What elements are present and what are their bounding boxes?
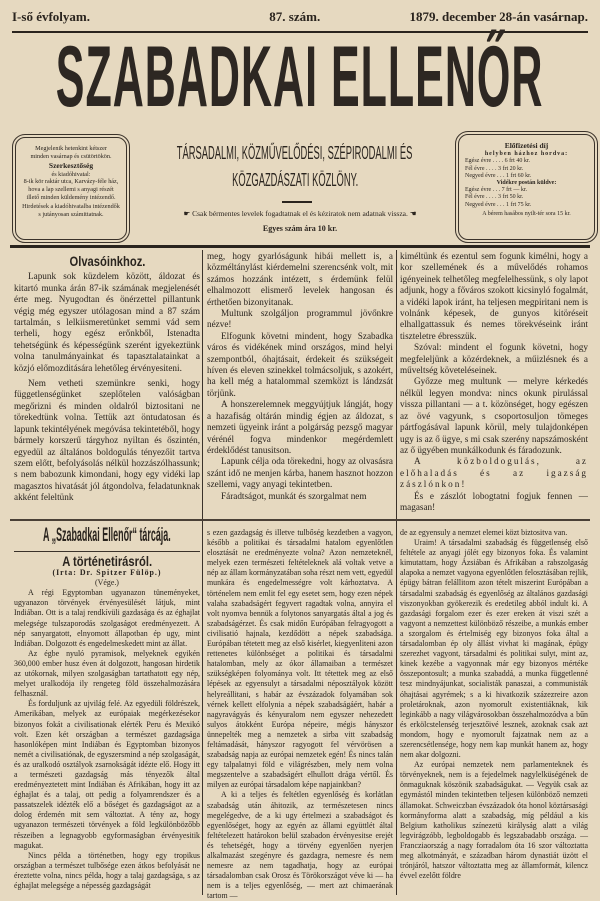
subscription-box [458,134,595,240]
price-row: Fél évre . . . . 3 frt 50 kr. [465,194,524,201]
ornament-rule [282,201,312,203]
classified-price: A bérem hasábos nyilt-tér sora 15 kr. [482,210,571,217]
paragraph: És e zászlót lobogtatni fogjuk fennen — magasan! [400,490,588,512]
paragraph: A ki a teljes és feltétlen egyenlőség és korlátlan szabadság után áhitozik, az természetesen nincs megelégedve, de a ki ugy értelmezi a szabadságot és egyenlőséget, hogy az egyén az állami együttlét által feltételezett határokon belül szabadon érvényesitse erejét és tehetségét, hogy a törvény egyenlően nyerjen alkalmazást szegényre és gazdagra, nemesre és nem nemesre az nem tagadhatja, hogy az európai társadalomban csak Orosz és Törökországot véve ki — ha nem is a teljes egyenlőség, — mert azt chimaerának tartom — [207,790,393,901]
publication-schedule: Megjelenik hetenkint kétszer [35,145,107,152]
paragraph: És forduljunk az ujvilág felé. Az egyedüli földrészek, Amerikában, melyek az európaiak megérkezésekor bizonyos fokát a civilisationak elérték Peru és Mexikó volt. Ezen két országban a természet gazdagsága hasonlóképen mint Indiában és Egyptomban bizonyos nemét a civilisatiónak, de egyszersmind a nép szolgaságát, és az uralkodó osztályok zsarnokságát idézte elő. Hogy itt a természeti gazdagság más tényezők által eredményeztetett mint Indiában és Afrikában, hogy itt az éghajlat és a talaj, ott pedig a folyamrendszer és a passatszelek idézték elő a bőséget és gazdagságot az a dolog érdemén mit sem változtat. A tény az, hogy ugyanazon természeti törvények a föld legkülönbözőbb részeiben a legnagyobb egyformaságban érvényesitik magukat. [14,699,200,850]
paragraph: Az európai nemzetek nem parlamenteknek és törvényeknek, nem is a fejedelmek nagylelküségének de önmaguknak köszönik szabadságukat. — Vegyük csak az egymástól minden tekintetben teljesen különböző nemzeti államokat. Schweiczban évszázadok óta honol köztársasági kormányforma alatt a szabadság, míg például a kis Belgium katholikus színezetü királyság alatt a világ legvirágzóbb, legboldogabb és legszabadabb országa. — Francziaország a nagy forradalom óta 16 szor változtatta meg alkotmányát, e században három dynastiát üzött el trónjáról, hatszor változtatta meg az államformát, kilencz évvel ezelőtt földre [400,760,588,881]
feuilleton-heading: A „Szabadkai Ellenőr“ tárcája. [43,525,171,546]
section-rule [10,519,590,521]
ads-info: Hirdetések a kiadóhivatalba intézendők s jutányosan számittatnak. [22,203,120,218]
paragraph: Multunk szolgáljon programmul jövőnkre nézve! [207,308,393,330]
masthead-rule [10,245,590,248]
editorial-column-1 [14,250,200,516]
submission-notice: ☛ Csak bérmentes levelek fogadtatnak el és kéziratok nem adatnak vissza. ☚ [183,209,417,218]
issue-info-bar [12,9,588,27]
subtitle-line-1: TÁRSADALMI, KÖZMŰVELŐDÉSI, SZÉPIRODALMI ÉS [177,143,413,163]
paragraph: Uraim! A társadalmi szabadság és függetlenség első feltétele az anyagi jólét egy bizonyos foka. És valamint kimutattam, hogy Ázsiában és Afrikában a rabszolgaság alapoka a nemzet vagyona egyenlőtlen felosztásában rejlik, épügy bátran felállitom azon tételt miszerint Európában a társadalmi szabadság és egyenlőség az általános gazdasági viszonyokban gyökerezik és eredetileg abból indult ki. A gazdasági forgalom ezer és ezer ereken át viszi szét a vagyont a nemzettest különböző részeibe, a munkás ember a szorgalom és értelmiség egy bizonyos foka által a társadalomban ép oly állást vivhat ki magának, épügy szerezhet vagyont, társadalmi és politikai sulyt, mint az, kinek kezébe a vagyonnak már egy bizonyos mértéke összepontosult; a munka szabaddá, a munka függetlenné tesz mindnyájunkat, socialisták panaszai, a communisták óhajtásai agyrémek; s a ki hivatkozik százezreire azon proletároknak, azon nyomorult existentiáknak, kik leginkább a nagy világvárosokban összehalmozódva a bűn és erkölcstelenség terjesztőivé lesznek, azoknak csak azt mondom, hogy e nyomorult fajzatnak nem az a szerencsétlensége, hogy nem kap munkát hanem az, hogy nem akar dolgozni. [400,538,588,760]
paragraph: A közboldogulás, az előhaladás és az igazság zászlónkon! [400,456,588,490]
feuilleton-title: A történetirásról. [62,553,152,569]
masthead [0,29,600,125]
publication-info-box [15,137,127,240]
paragraph: Elfogunk követni mindent, hogy Szabadka város és vidékének mind országos, mind helyi szempontból, óhajtásait, érdekeit és szükségeit híven és eleven szinekkel tolmácsoljuk, s azokért, ha kell még a hatalommal szemközt is lándzsát törjünk. [207,330,393,398]
editorial-address: 8-ik kör raktár utca, Karvázy-féle ház, hova a lap szellemi s anyagi részét illető minden küldemény intézendő. [23,178,119,201]
price-row: Egész évre . . . . 6 frt 40 kr. [465,158,530,165]
paragraph: Szóval: mindent el fogunk követni, hogy megfeleljünk a közérdeknek, a műizlésnek és a műveltség követeléseinek. [400,342,588,376]
price-row: Egész évre . . . 7 frt — kr. [465,187,527,194]
paragraph: s ezen gazdagság és illetve tulbőség kezdetben a vagyon, később a politikai és társadalmi hatalom egyenlőtlen elosztását ne eredményezte volna? Azon nemzeteknél, melyek ezen természeti feltételeknek alá voltak vetve a nép az állam kormányzatában soha részt nem vett, egyedül munkára és engedelmességre volt kárhoztatva. A történelem nem emlit fel egy esetet sem, hogy ezen népek valaha szabadságért fegyvert ragadtak volna, annyira el volt nyomva bennük a folytonos sanyargatás által a jog és szabadságérzet. És csak midőn Európában felragyogott a civilisatió hajnala, kezdődött a népek szabadsága. Európában tétetett meg az első kisérlet, kiegyenliteni azon rettenetes különbséget a politikai és társadalmi hatalomban, mely az ókor államaiban a természet szükségképen folyománya volt. Itt tétettek meg az első lépések az egyensulyt a társadalmi néposztályok között helyreállitani, s habár az évszázadok folyamában sok vérnek kellett elfolynia a népek szabadságáért, habár a nagyravágyás és kényuralom nem egyszer nehezedett sulyos átokként Európa népeire, mégis hányszor ünnepelték meg a nemzetek a sirba vitt szabadság feltámadását, hányszor ragyogott fel vérvörösen a szabadság napja az európai nemzetek egén! És nincs talán egy talpalatnyi föld e világrészben, mely nem volna megszentelve a szabadságért elhullott drága vértől. És milyen az európai társadalom képe napjainkban? [207,528,393,790]
subscription-heading: Előfizetési díj [504,141,549,150]
paragraph: Nem vetheti szemünkre senki, hogy függetlenségünket szeplőtelen valóságban megőrizni és minden oldalról biztositani ne törekedtünk volna. Tettük azt öntudatosan és lapunk tekintélyének megóvása tekintetéből, hogy bármely korszerű tárgyhoz nyiltan és őszintén, egyedül az általános boldogulás tényezőit tartva szem előtt, befolyásolás nélkül hozzászólhassunk; s nem babozunk kimondani, hogy egy vidéki lap magasztos hivatását jól átgondolva, feladatunknak akként feleltünk [14,378,200,503]
single-issue-price: Egyes szám ára 10 kr. [262,224,338,233]
continuation-note: (Vége.) [95,578,119,588]
paragraph: de az egyensuly a nemzet elemei közt biztositva van. [400,528,568,537]
editorial-office-subheading: és kiadóhivatal: [51,170,91,178]
newspaper-title: SZABADKAI ELLENŐR [56,29,544,125]
paragraph: A régi Egyptomban ugyanazon tüneményeket, ugyanazon törvények érvényesülését látjuk, mint Indiában. Ott is a talaj rendkívüli gazdasága és az éghajlat melegsége tulszaporodás szolgaságot eredményezett. A nép sanyargatott, elnyomott állapotban ép ugy, mint Indiában. Dolgozott és engedelmeskedett mint az állat. [14,588,200,648]
column-divider [396,250,397,895]
paragraph: A honszerelemnek meggyújtjuk lángját, hogy a hazafiság oltárán mindig égjen az áldozat, s nemzeti ügyeink iránt a polgárság pezsgő magyar vérénél fogva mindenkor megérdemlett érdeklődést tanusitson. [207,399,393,455]
feuilleton-column-3 [400,528,588,895]
editorial-column-2 [207,251,393,516]
author-byline: (Irta: Dr. Spitzer Fülöp.) [52,568,162,578]
feuilleton-column-1 [14,523,200,895]
subtitle-line-2: KÖZGAZDÁSZATI KÖZLÖNY. [231,170,359,190]
editorial-column-3 [400,251,588,516]
subtitle [140,140,450,194]
price-row: Fél évre . . . . 3 frt 20 kr. [465,165,524,172]
paragraph: kiméltünk és ezentul sem fogunk kimélni, hogy a kor szellemének és a művelődés rohamos igényeinek telhetőleg megfelelhessünk, s oly lapot adjunk, hogy a főváros szokott kicsinyló fogalmát, a vidéki lapok iránt, ha teljesen megpiritani nem is volnánk képesek, de gunyos kitöréseit elhallgattassuk és nemes törekvéseink iránt tiszteletre ébresszük. [400,251,588,341]
publication-days: minden vasárnap és csütörtökön. [30,152,112,160]
paragraph: Az égbe nyuló pyramisok, melyeknek egyikén 360,000 ember husz éven át dolgozott, hangosan hirdetik az utókornak, milyen szolgaságban tartathatott egy nép, melyet uralkodója ily rengeteg föld összehalmozására felhasznál. [14,648,200,699]
issue-date: 1879. december 28-án vasárnap. [409,9,588,24]
price-row: Negyed évre . . . 1 frt 60 kr. [465,172,532,179]
notice-text: Csak bérmentes levelek fogadtatnak el és kéziratok nem adatnak vissza. [192,209,408,218]
paragraph: Nincs példa a történetben, hogy egy tropikus országban a természet tulbősége ezen átkos befolyását ne éreztette volna, nincs példa, hogy a talaj gazdagsága, s az éghajlat melegsége a népesség gazdagságát [14,850,200,890]
paragraph: meg, hogy gyarlóságunk hibái mellett is, a közméltánylást kiérdemelni szerencsénk volt, mit számos hozzánk intézett, s érdemünk felül elhalmozott elismerő levelek hangosan és érthetően bizonyitanak. [207,251,393,307]
volume: I-ső évfolyam. [12,9,90,24]
issue-number: 87. szám. [269,9,321,24]
column-divider [202,250,203,895]
price-row: Negyed évre . . . 1 frt 75 kr. [465,201,532,208]
editorial-heading: Olvasóinkhoz. [69,253,145,269]
local-delivery-heading: helyben házhoz hordva: [484,151,569,158]
paragraph: Lapunk sok küzdelem között, áldozat és kitartó munka árán 87-ik számának megjelenését érte meg. Nyugodtan és önérzettel pillantunk végig még egyszer utólagosan mind a 87 szám tartalmán, s lelkiismeretünket semmi vád sem terheli, hogy egész erőnkből, Istenadta tehetségünk és képességünk szerént igyekeztünk volna tanulmányainkat és tapasztalatainkat a közjó előmozditására lehetőleg érvényesiteni. [14,271,200,373]
feuilleton-column-2 [207,528,393,901]
paragraph: Fáradtságot, munkát és szorgalmat nem [221,490,367,501]
editorial-office-heading: Szerkesztőség [48,161,94,171]
paragraph: Lapunk célja oda törekedni, hogy az olvasásra szánt idő ne menjen kárba, hanem hasznot hozzon szellemi, vagy anyagi tekintetben. [207,456,393,490]
postal-delivery-heading: Vidékre postán küldve: [496,180,557,187]
paragraph: Győzze meg multunk — melyre kérkedés nélkül legyen mondva: nincs okunk pirulással vissza pillantani — a t. közönséget, hogy egészen az övé vagyunk, s csoportosuljon tömeges pártfogásával lapunk körül, mely tulajdonképen ugy is az ő ügye, s mi csak szerény napszámosként az ő ügyében munkálkodunk és fáradozunk. [400,376,588,455]
